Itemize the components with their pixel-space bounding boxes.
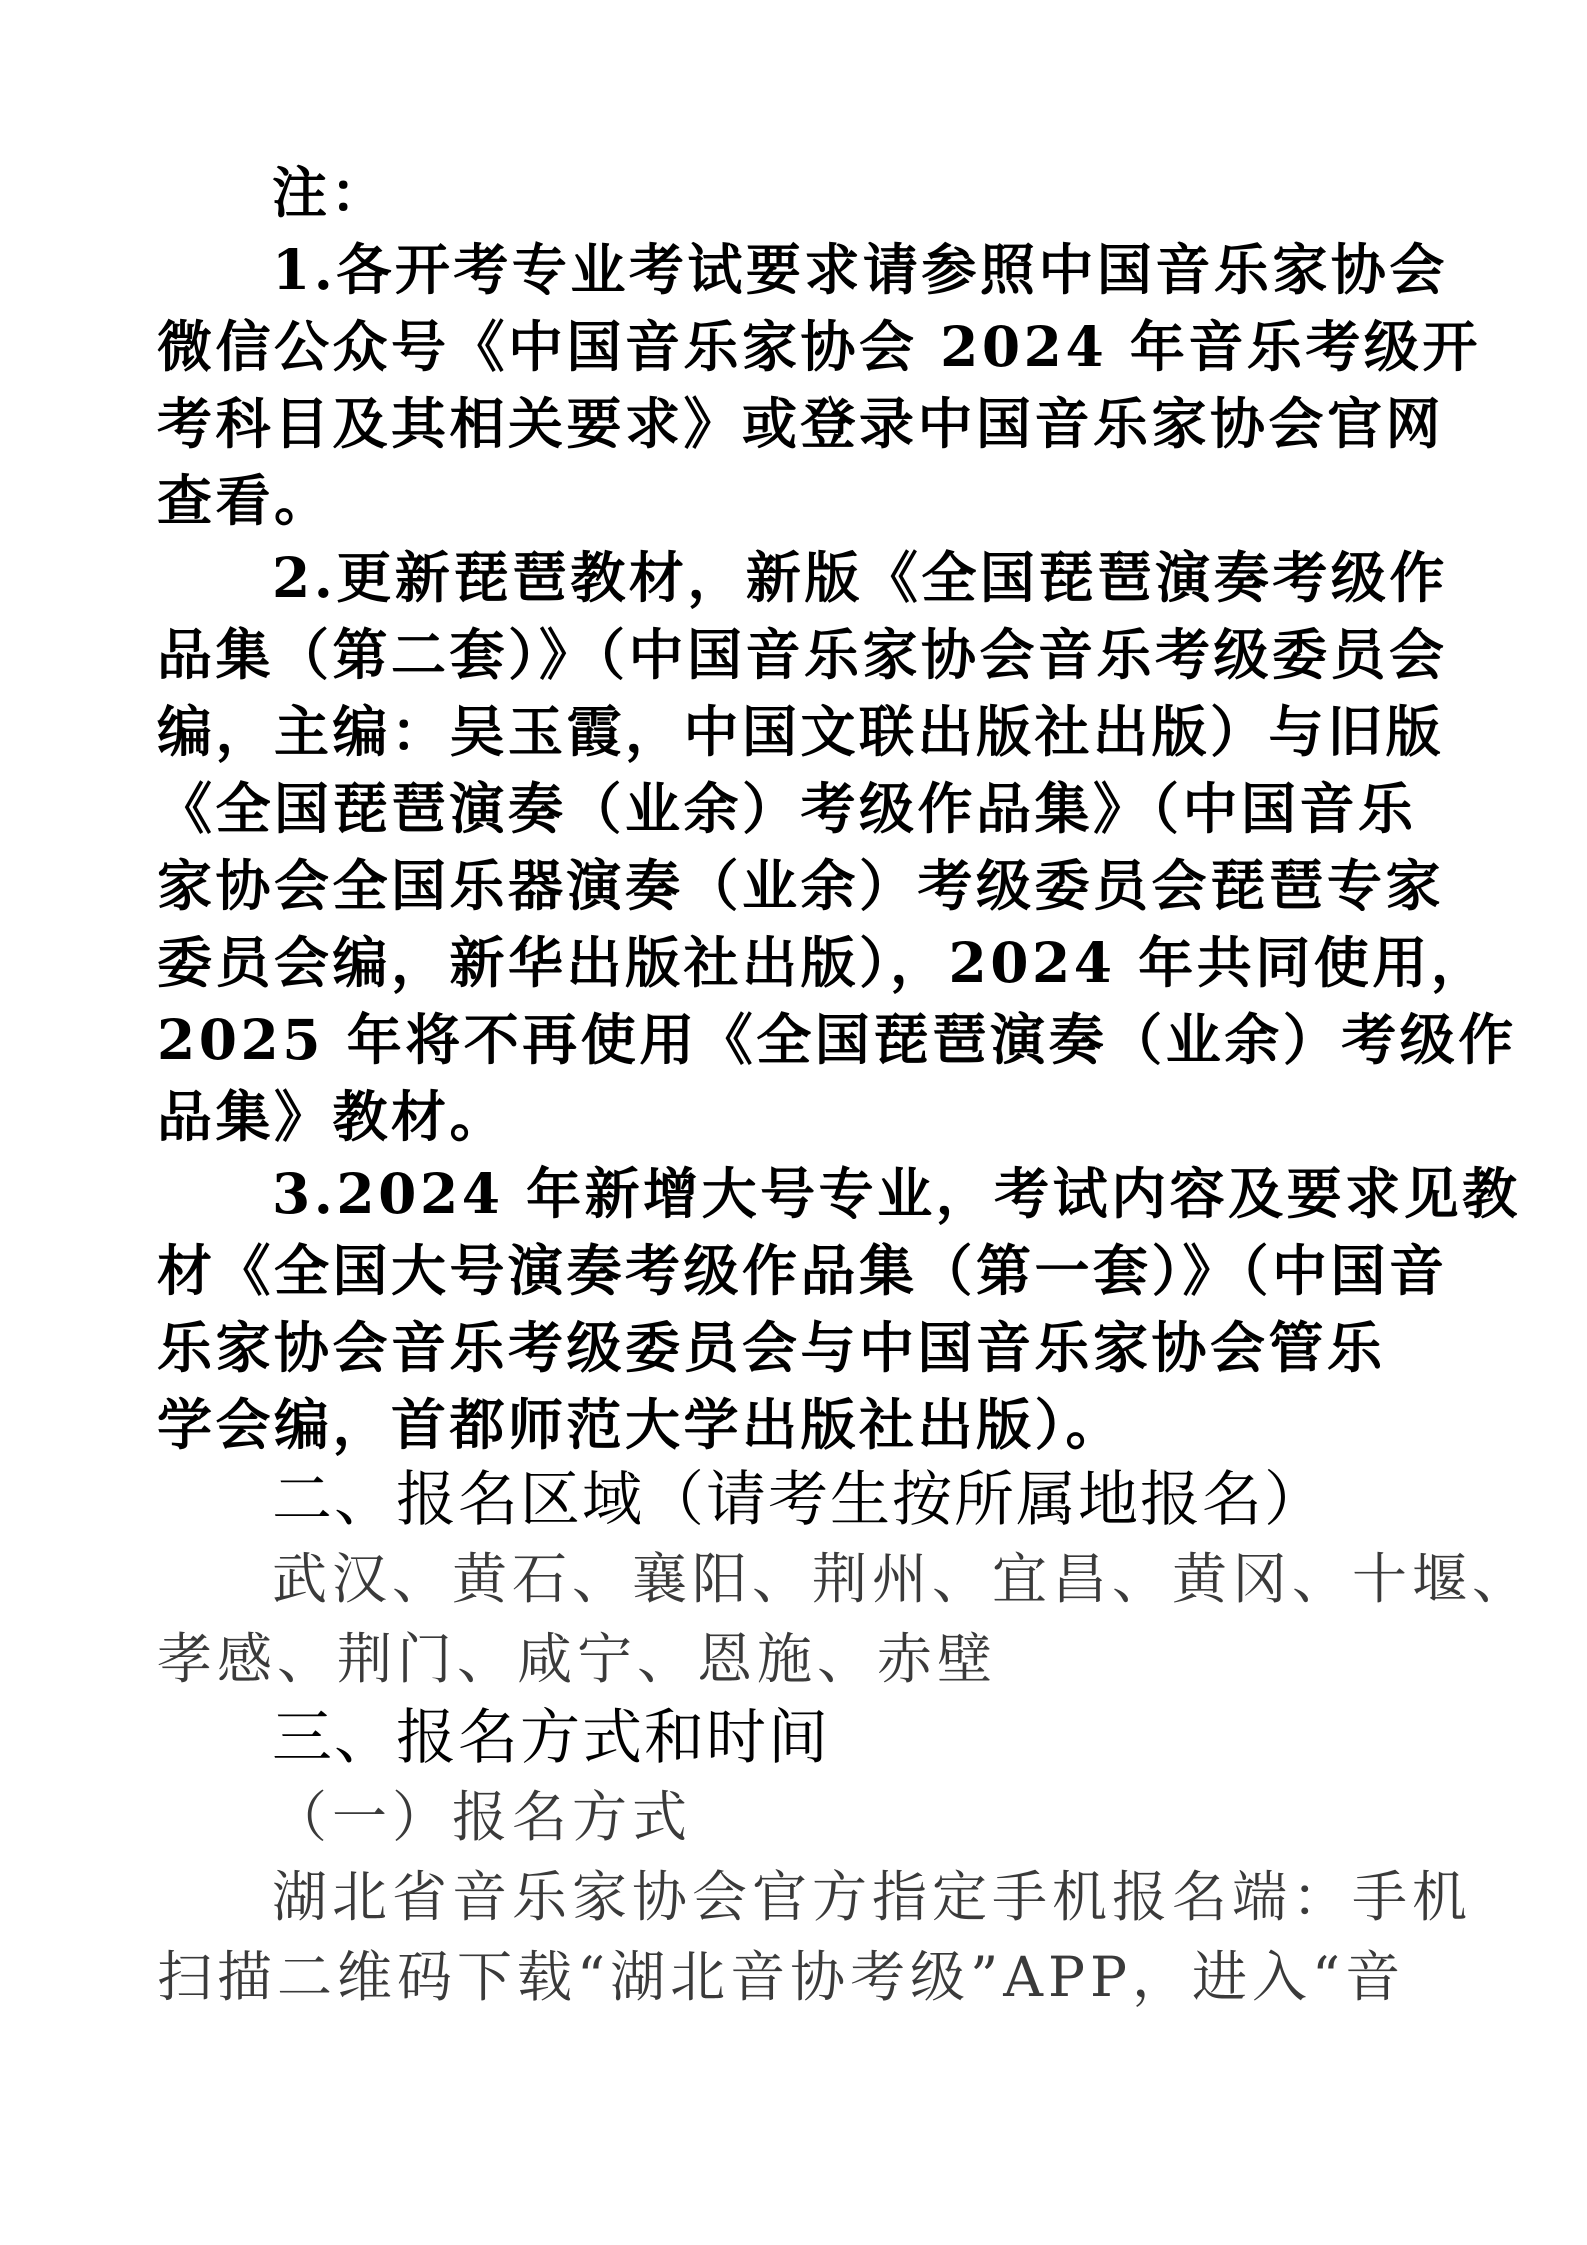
note-item-3-line-4: 学会编，首都师范大学出版社出版）。	[157, 1392, 1125, 1457]
section-3-line-2: 扫描二维码下载“湖北音协考级”APP，进入“音	[157, 1945, 1406, 2009]
section-3-subheading: （一）报名方式	[272, 1785, 693, 1849]
section-2-line-2: 孝感、荆门、咸宁、恩施、赤壁	[157, 1627, 998, 1691]
section-2-line-1: 武汉、黄石、襄阳、荆州、宜昌、黄冈、十堰、	[272, 1547, 1533, 1611]
note-item-2-line-2: 品集（第二套）》（中国音乐家协会音乐考级委员会	[157, 622, 1448, 687]
section-3-heading: 三、报名方式和时间	[272, 1703, 830, 1773]
note-item-2-line-6: 委员会编，新华出版社出版），2024 年共同使用，	[157, 930, 1490, 995]
note-item-3-line-3: 乐家协会音乐考级委员会与中国音乐家协会管乐	[157, 1315, 1386, 1380]
note-item-2-line-8: 品集》教材。	[157, 1084, 509, 1149]
note-item-1-line-4: 查看。	[157, 468, 333, 533]
note-item-1-line-2: 微信公众号《中国音乐家协会 2024 年音乐考级开	[157, 314, 1481, 379]
section-3-line-1: 湖北省音乐家协会官方指定手机报名端：手机	[272, 1865, 1473, 1929]
note-item-2-line-1: 2.更新琵琶教材，新版《全国琵琶演奏考级作	[272, 545, 1448, 610]
section-2-heading: 二、报名区域（请考生按所属地报名）	[272, 1465, 1326, 1535]
note-item-2-line-4: 《全国琵琶演奏（业余）考级作品集》（中国音乐	[157, 776, 1417, 841]
note-item-3-line-2: 材《全国大号演奏考级作品集（第一套）》（中国音	[157, 1238, 1448, 1303]
note-item-2-line-5: 家协会全国乐器演奏（业余）考级委员会琵琶专家	[157, 853, 1445, 918]
note-item-2-line-7: 2025 年将不再使用《全国琵琶演奏（业余）考级作	[157, 1007, 1517, 1072]
note-label: 注：	[272, 160, 390, 225]
note-item-3-line-1: 3.2024 年新增大号专业，考试内容及要求见教	[272, 1161, 1521, 1226]
note-item-1-line-1: 1.各开考专业考试要求请参照中国音乐家协会	[272, 237, 1448, 302]
note-item-2-line-3: 编，主编：吴玉霞，中国文联出版社出版）与旧版	[157, 699, 1445, 764]
note-item-1-line-3: 考科目及其相关要求》或登录中国音乐家协会官网	[157, 391, 1445, 456]
